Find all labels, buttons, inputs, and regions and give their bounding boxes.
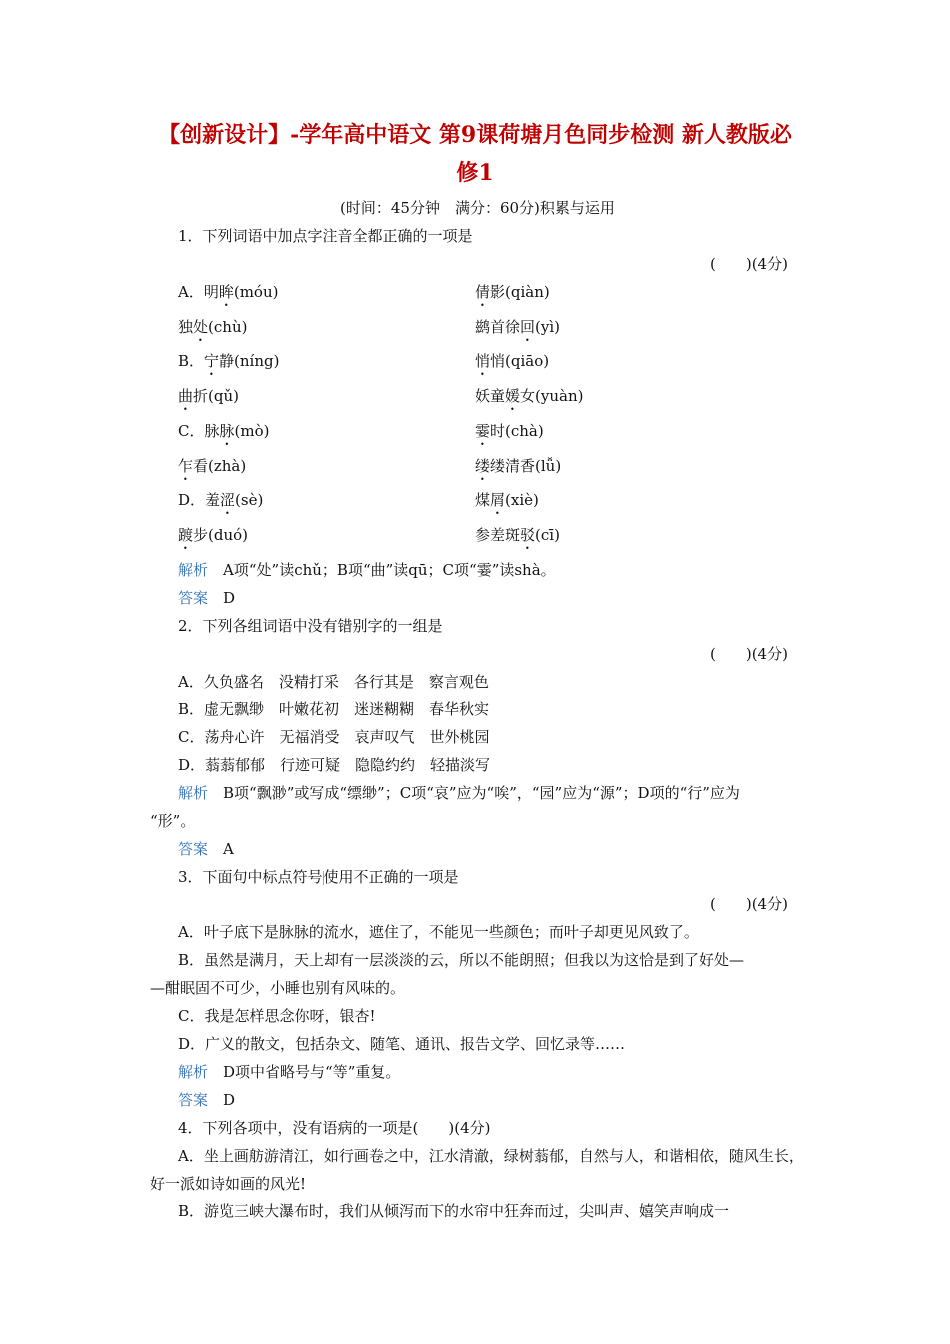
emphasis-dot-char: 屑	[490, 491, 506, 509]
q3-stem: 3．下面句中标点符号使用不正确的一项是	[178, 868, 459, 886]
answer-label: 答案	[178, 1091, 209, 1109]
emphasis-dot-char: 涩	[220, 491, 236, 509]
q1-option-left: 踱步(duó)	[178, 526, 249, 544]
document-title-line-1: 【创新设计】-学年高中语文 第9课荷塘月色同步检测 新人教版必	[158, 122, 792, 148]
emphasis-dot-char: 回	[520, 318, 536, 336]
q1-option-left: 曲折(qǔ)	[178, 387, 239, 405]
q3-option-d: D．广义的散文，包括杂文、随笔、通讯、报告文学、回忆录等……	[178, 1035, 626, 1053]
emphasis-dot-char: 曲	[178, 387, 194, 405]
q2-option-d: D．蓊蓊郁郁 行迹可疑 隐隐约约 轻描淡写	[178, 756, 491, 774]
q1-option-right: 煤屑(xiè)	[475, 491, 539, 509]
answer-label: 答案	[178, 589, 209, 607]
document-subtitle: (时间：45分钟 满分：60分)积累与运用	[340, 199, 615, 217]
q3-option-b-cont: —酣眠固不可少，小睡也别有风味的。	[150, 979, 406, 997]
q3-option-c: C．我是怎样思念你呀，银杏!	[178, 1007, 376, 1025]
q1-option-right: 缕缕清香(lǚ)	[475, 457, 562, 475]
analysis-label: 解析	[178, 784, 209, 802]
q4-option-a: A．坐上画舫游清江，如行画卷之中，江水清澈，绿树蓊郁，自然与人，和谐相依，随风生长，好一派如诗如画的风光!	[150, 1147, 804, 1193]
emphasis-dot-char: 缕	[475, 457, 491, 475]
q4-stem: 4．下列各项中，没有语病的一项是( )(4分)	[178, 1119, 491, 1137]
q1-option-left: B．宁静(níng)	[178, 352, 280, 370]
q1-option-right: 鹚首徐回(yì)	[475, 318, 561, 336]
q1-option-right: 妖童媛女(yuàn)	[475, 387, 584, 405]
emphasis-dot-char: 倩	[475, 283, 491, 301]
q1-score: ( )(4分)	[710, 255, 788, 273]
q1-option-left: C．脉脉(mò)	[178, 422, 270, 440]
emphasis-dot-char: 踱	[178, 526, 194, 544]
emphasis-dot-char: 眸	[218, 283, 234, 301]
emphasis-dot-char: 霎	[475, 422, 491, 440]
q1-option-left: D．羞涩(sè)	[178, 491, 264, 509]
q3-option-a: A．叶子底下是脉脉的流水，遮住了，不能见一些颜色；而叶子却更见风致了。	[178, 923, 699, 941]
q2-option-a: A．久负盛名 没精打采 各行其是 察言观色	[178, 673, 489, 691]
q1-option-right: 霎时(chà)	[475, 422, 544, 440]
q3-option-b: B．虽然是满月，天上却有一层淡淡的云，所以不能朗照；但我以为这恰是到了好处—	[178, 951, 745, 969]
q3-answer: 答案 D	[178, 1091, 236, 1109]
emphasis-dot-char: 乍	[178, 457, 194, 475]
q1-stem: 1．下列词语中加点字注音全都正确的一项是	[178, 227, 473, 245]
q1-answer: 答案 D	[178, 589, 236, 607]
q1-option-left: 独处(chù)	[178, 318, 248, 336]
q1-option-right: 悄悄(qiāo)	[475, 352, 550, 370]
q2-answer: 答案 A	[178, 840, 234, 858]
q2-option-c: C．荡舟心许 无福消受 哀声叹气 世外桃园	[178, 728, 490, 746]
analysis-label: 解析	[178, 1063, 209, 1081]
q2-score: ( )(4分)	[710, 645, 788, 663]
q2-stem: 2．下列各组词语中没有错别字的一组是	[178, 617, 443, 635]
q1-analysis: 解析 A项“处”读chǔ；B项“曲”读qū；C项“霎”读shà。	[178, 561, 556, 579]
q1-option-left: A．明眸(móu)	[178, 283, 279, 301]
q2-option-b: B．虚无飘缈 叶嫩花初 迷迷糊糊 春华秋实	[178, 700, 490, 718]
emphasis-dot-char: 媛	[505, 387, 521, 405]
q1-option-right: 参差斑驳(cī)	[475, 526, 560, 544]
emphasis-dot-char: 驳	[520, 526, 536, 544]
answer-label: 答案	[178, 840, 209, 858]
q1-option-left: 乍看(zhà)	[178, 457, 247, 475]
q3-analysis: 解析 D项中省略号与“等”重复。	[178, 1063, 401, 1081]
q2-analysis-cont: “形”。	[150, 812, 196, 830]
q4-option-b: B．游览三峡大瀑布时，我们从倾泻而下的水帘中狂奔而过，尖叫声、嬉笑声响成一	[178, 1202, 730, 1220]
emphasis-dot-char: 宁	[204, 352, 220, 370]
emphasis-dot-char: 脉	[219, 422, 235, 440]
document-title-line-2: 修1	[456, 160, 494, 186]
emphasis-dot-char: 处	[193, 318, 209, 336]
emphasis-dot-char: 悄	[475, 352, 491, 370]
q2-analysis: 解析 B项“飘渺”或写成“缥缈”；C项“哀”应为“唉”，“园”应为“源”；D项的“行”应为	[178, 784, 740, 802]
q1-option-right: 倩影(qiàn)	[475, 283, 550, 301]
analysis-label: 解析	[178, 561, 209, 579]
q3-score: ( )(4分)	[710, 895, 788, 913]
